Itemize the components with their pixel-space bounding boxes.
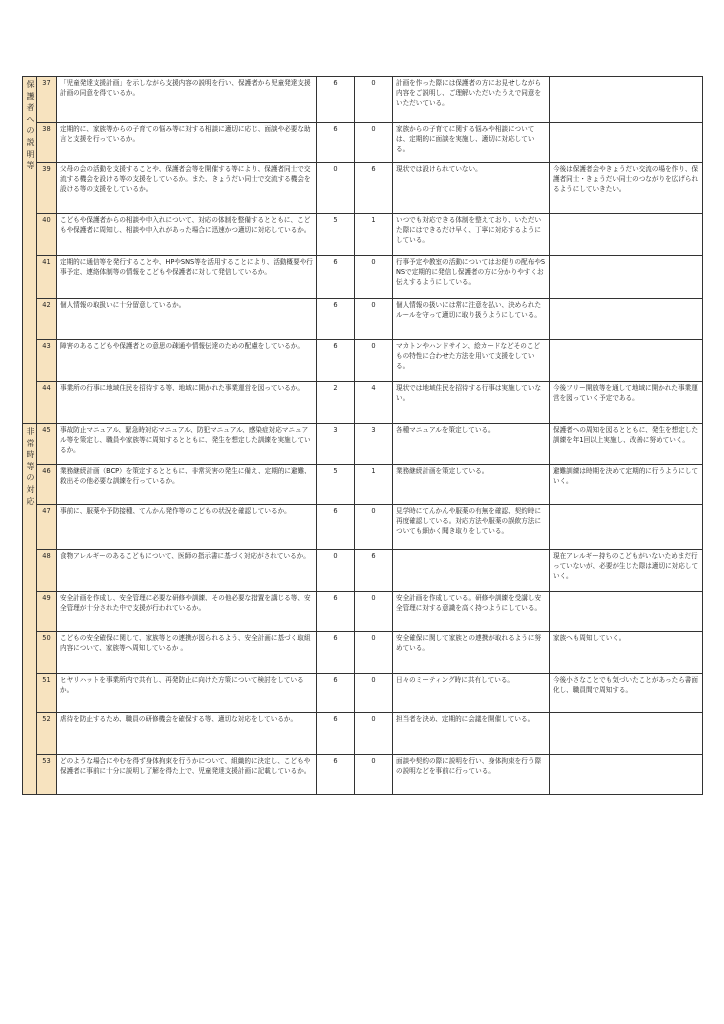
current-status: 見学時にてんかんや服薬の有無を確認、契約時に再度確認している。対応方法や服薬の誤飲方法についても細かく聞き取りをしている。: [393, 505, 550, 550]
current-status: 家族からの子育てに関する悩みや相談については、定期的に面談を実施し、適切に対応している。: [393, 123, 550, 163]
no-count: 0: [355, 713, 393, 755]
improvement-plan: [550, 505, 703, 550]
yes-count: 2: [317, 382, 355, 424]
current-status: いつでも対応できる体制を整えており、いただいた際にはできるだけ早く、丁寧に対応するようにしている。: [393, 214, 550, 256]
current-status: 安全計画を作成している。研修や訓練を受講し安全管理に対する意識を高く持つようにしている。: [393, 592, 550, 632]
improvement-plan: 今後小さなことでも気づいたことがあったら書面化し、職員間で周知する。: [550, 674, 703, 713]
item-number: 42: [37, 299, 57, 340]
section-label: [23, 77, 37, 424]
yes-count: 5: [317, 214, 355, 256]
item-number: 45: [37, 424, 57, 465]
item-number: 53: [37, 755, 57, 795]
item-number: 52: [37, 713, 57, 755]
item-number: 48: [37, 550, 57, 592]
improvement-plan: 避難訓練は時期を決めて定期的に行うようにしていく。: [550, 465, 703, 505]
question-text: 父母の会の活動を支援することや、保護者会等を開催する等により、保護者同士で交流する機会を設ける等の支援をしているか。また、きょうだい同士で交流する機会を設ける等の支援をしているか。: [57, 163, 317, 214]
item-number: 43: [37, 340, 57, 382]
improvement-plan: [550, 755, 703, 795]
no-count: 0: [355, 123, 393, 163]
improvement-plan: 家族へも周知していく。: [550, 632, 703, 674]
evaluation-table-body: [23, 77, 703, 795]
item-number: 39: [37, 163, 57, 214]
table-row: [23, 382, 703, 424]
yes-count: 3: [317, 424, 355, 465]
table-row: [23, 77, 703, 123]
item-number: 49: [37, 592, 57, 632]
no-count: 6: [355, 550, 393, 592]
table-row: [23, 163, 703, 214]
table-row: [23, 713, 703, 755]
current-status: 行事予定や教室の活動についてはお便りの配布やSNSで定期的に発信し保護者の方に分かりやすくお伝えするようにしている。: [393, 256, 550, 299]
current-status: 安全確保に関して家族との連携が取れるように努めている。: [393, 632, 550, 674]
no-count: 1: [355, 465, 393, 505]
yes-count: 6: [317, 123, 355, 163]
question-text: 食物アレルギーのあるこどもについて、医師の指示書に基づく対応がされているか。: [57, 550, 317, 592]
section-label: [23, 424, 37, 795]
yes-count: 6: [317, 755, 355, 795]
table-row: [23, 592, 703, 632]
current-status: 現状では設けられていない。: [393, 163, 550, 214]
yes-count: 5: [317, 465, 355, 505]
evaluation-table: [22, 76, 703, 795]
yes-count: 6: [317, 299, 355, 340]
no-count: 3: [355, 424, 393, 465]
no-count: 0: [355, 77, 393, 123]
no-count: 0: [355, 256, 393, 299]
question-text: 障害のあるこどもや保護者との意思の疎通や情報伝達のための配慮をしているか。: [57, 340, 317, 382]
question-text: 個人情報の取扱いに十分留意しているか。: [57, 299, 317, 340]
improvement-plan: [550, 713, 703, 755]
current-status: 計画を作った際には保護者の方にお見せしながら内容をご説明し、ご理解いただいたうえで同意をいただいている。: [393, 77, 550, 123]
yes-count: 6: [317, 256, 355, 299]
improvement-plan: [550, 299, 703, 340]
item-number: 44: [37, 382, 57, 424]
yes-count: 6: [317, 713, 355, 755]
no-count: 1: [355, 214, 393, 256]
question-text: 安全計画を作成し、安全管理に必要な研修や訓練、その他必要な措置を講じる等、安全管理が十分された中で支援が行われているか。: [57, 592, 317, 632]
current-status: 個人情報の扱いには常に注意を払い、決められたルールを守って適切に取り扱うようにしている。: [393, 299, 550, 340]
item-number: 47: [37, 505, 57, 550]
item-number: 50: [37, 632, 57, 674]
improvement-plan: [550, 214, 703, 256]
item-number: 41: [37, 256, 57, 299]
yes-count: 0: [317, 550, 355, 592]
question-text: 定期的に通信等を発行することや、HPやSNS等を活用することにより、活動概要や行事予定、連絡体制等の情報をこどもや保護者に対して発信しているか。: [57, 256, 317, 299]
yes-count: 0: [317, 163, 355, 214]
table-row: [23, 340, 703, 382]
current-status: 現状では地域住民を招待する行事は実施していない。: [393, 382, 550, 424]
section-label-text: 保護者への説明等: [26, 80, 35, 171]
no-count: 0: [355, 299, 393, 340]
table-row: [23, 123, 703, 163]
table-row: [23, 674, 703, 713]
no-count: 0: [355, 674, 393, 713]
no-count: 0: [355, 340, 393, 382]
table-row: [23, 505, 703, 550]
item-number: 51: [37, 674, 57, 713]
no-count: 4: [355, 382, 393, 424]
improvement-plan: 今後フリー開放等を通して地域に開かれた事業運営を図っていく予定である。: [550, 382, 703, 424]
improvement-plan: 現在アレルギー持ちのこどもがいないためまだ行っていないが、必要が生じた際は適切に対応していく。: [550, 550, 703, 592]
table-row: [23, 755, 703, 795]
improvement-plan: [550, 592, 703, 632]
table-row: [23, 465, 703, 505]
improvement-plan: [550, 340, 703, 382]
item-number: 40: [37, 214, 57, 256]
question-text: 「児童発達支援計画」を示しながら支援内容の説明を行い、保護者から児童発達支援計画の同意を得ているか。: [57, 77, 317, 123]
question-text: どのような場合にやむを得ず身体拘束を行うかについて、組織的に決定し、こどもや保護者に事前に十分に説明し了解を得た上で、児童発達支援計画に記載しているか。: [57, 755, 317, 795]
question-text: ヒヤリハットを事業所内で共有し、再発防止に向けた方策について検討をしているか。: [57, 674, 317, 713]
question-text: 事業所の行事に地域住民を招待する等、地域に開かれた事業運営を図っているか。: [57, 382, 317, 424]
table-row: [23, 632, 703, 674]
question-text: こどもや保護者からの相談や申入れについて、対応の体制を整備するとともに、こどもや保護者に周知し、相談や申入れがあった場合に迅速かつ適切に対応しているか。: [57, 214, 317, 256]
current-status: 各種マニュアルを策定している。: [393, 424, 550, 465]
table-row: [23, 214, 703, 256]
section-label-text: 非常時等の対応: [26, 427, 35, 506]
yes-count: 6: [317, 674, 355, 713]
table-row: [23, 424, 703, 465]
yes-count: 6: [317, 592, 355, 632]
no-count: 0: [355, 505, 393, 550]
item-number: 38: [37, 123, 57, 163]
table-row: [23, 256, 703, 299]
yes-count: 6: [317, 340, 355, 382]
question-text: 事前に、服薬や予防接種、てんかん発作等のこどもの状況を確認しているか。: [57, 505, 317, 550]
question-text: 虐待を防止するため、職員の研修機会を確保する等、適切な対応をしているか。: [57, 713, 317, 755]
yes-count: 6: [317, 505, 355, 550]
improvement-plan: [550, 77, 703, 123]
yes-count: 6: [317, 77, 355, 123]
table-row: [23, 299, 703, 340]
no-count: 0: [355, 632, 393, 674]
question-text: こどもの安全確保に関して、家族等との連携が図られるよう、安全計画に基づく取組内容について、家族等へ周知しているか 。: [57, 632, 317, 674]
no-count: 0: [355, 592, 393, 632]
current-status: 業務継続計画を策定している。: [393, 465, 550, 505]
no-count: 0: [355, 755, 393, 795]
yes-count: 6: [317, 632, 355, 674]
current-status: 面談や契約の際に説明を行い、身体拘束を行う際の説明などを事前に行っている。: [393, 755, 550, 795]
improvement-plan: 今後は保護者会やきょうだい交流の場を作り、保護者同士・きょうだい同士のつながりを広げられるようにしていきたい。: [550, 163, 703, 214]
improvement-plan: [550, 256, 703, 299]
current-status: マカトンやハンドサイン、絵カードなどそのこどもの特性に合わせた方法を用いて支援をしている。: [393, 340, 550, 382]
no-count: 6: [355, 163, 393, 214]
question-text: 定期的に、家族等からの子育ての悩み等に対する相談に適切に応じ、面談や必要な助言と支援を行っているか。: [57, 123, 317, 163]
current-status: 日々のミーティング時に共有している。: [393, 674, 550, 713]
question-text: 業務継続計画（BCP）を策定するとともに、非常災害の発生に備え、定期的に避難、救出その他必要な訓練を行っているか。: [57, 465, 317, 505]
item-number: 37: [37, 77, 57, 123]
table-row: [23, 550, 703, 592]
improvement-plan: 保護者への周知を図るとともに、発生を想定した訓練を年1回以上実施し、改善に努めていく。: [550, 424, 703, 465]
improvement-plan: [550, 123, 703, 163]
current-status: [393, 550, 550, 592]
question-text: 事故防止マニュアル、緊急時対応マニュアル、防犯マニュアル、感染症対応マニュアル等を策定し、職員や家族等に周知するとともに、発生を想定した訓練を実施しているか。: [57, 424, 317, 465]
item-number: 46: [37, 465, 57, 505]
current-status: 担当者を決め、定期的に会議を開催している。: [393, 713, 550, 755]
